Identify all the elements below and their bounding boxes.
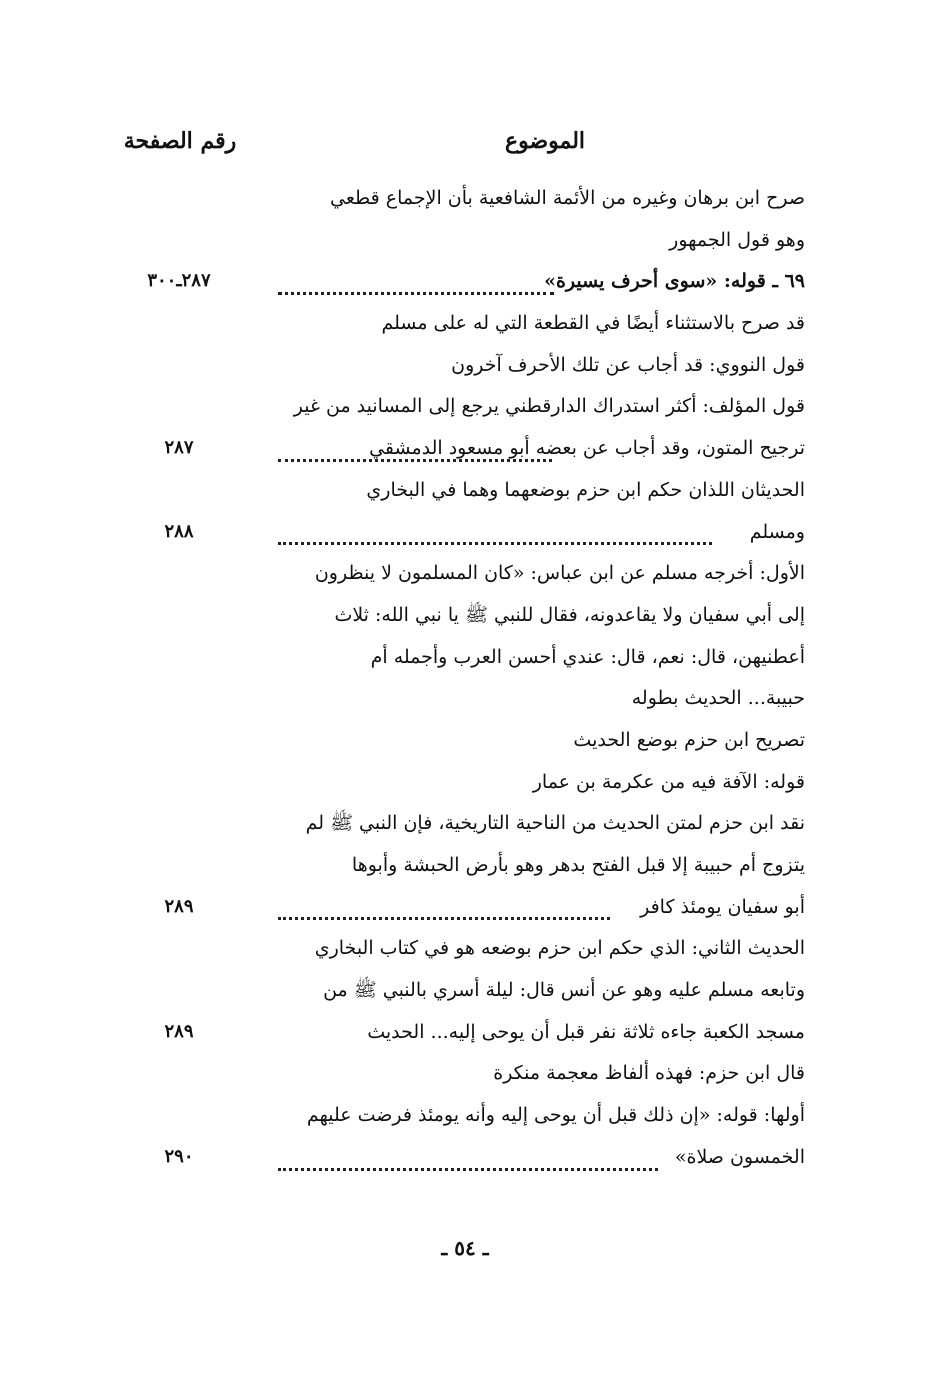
toc-line-text: الخمسون صلاة» xyxy=(674,1145,805,1168)
toc-line-text: يتزوج أم حبيبة إلا قبل الفتح بدهر وهو بأرض الحبشة وأبوها xyxy=(351,854,805,876)
page-footer-number: ـ ٥٤ ـ xyxy=(441,1236,489,1260)
toc-line xyxy=(0,259,930,301)
toc-line-text: صرح ابن برهان وغيره من الأئمة الشافعية بأن الإجماع قطعي xyxy=(330,187,805,209)
toc-line-text: مسجد الكعبة جاءه ثلاثة نفر قبل أن يوحى إليه... الحديث xyxy=(367,1020,805,1043)
toc-line-text: قول المؤلف: أكثر استدراك الدارقطني يرجع إلى المسانيد من غير xyxy=(293,395,805,418)
toc-page-number: ٢٨٩ xyxy=(164,1020,194,1042)
toc-line xyxy=(0,551,930,593)
dot-leader xyxy=(278,913,610,920)
toc-line xyxy=(0,1135,930,1177)
toc-line xyxy=(0,343,930,385)
toc-line-text: أعطنيهن، قال: نعم، قال: عندي أحسن العرب وأجمله أم xyxy=(370,645,805,668)
toc-line xyxy=(0,968,930,1010)
toc-line xyxy=(0,1093,930,1135)
toc-line-text: أولها: قوله: «إن ذلك قبل أن يوحى إليه وأنه يومئذ فرضت عليهم xyxy=(306,1104,805,1127)
toc-page-number: ٢٨٨ xyxy=(164,520,194,542)
toc-line-text: ترجيح المتون، وقد أجاب عن بعضه أبو مسعود الدمشقي xyxy=(369,437,805,460)
toc-line xyxy=(0,885,930,927)
toc-page-number: ٢٨٧ـ٣٠٠ xyxy=(147,270,211,292)
toc-line-text: الأول: أخرجه مسلم عن ابن عباس: «كان المسلمون لا ينظرون xyxy=(314,562,805,585)
toc-line xyxy=(0,384,930,426)
toc-line-text: قوله: الآفة فيه من عكرمة بن عمار xyxy=(532,770,805,793)
toc-line-text: وتابعه مسلم عليه وهو عن أنس قال: ليلة أسري بالنبي ﷺ من xyxy=(323,979,805,1002)
page-number-column-header: رقم الصفحة xyxy=(123,128,237,154)
toc-line xyxy=(0,176,930,218)
toc-line xyxy=(0,1051,930,1093)
toc-line xyxy=(0,468,930,510)
toc-line xyxy=(0,635,930,677)
toc-line-text: ومسلم xyxy=(749,520,805,543)
toc-line-text: تصريح ابن حزم بوضع الحديث xyxy=(573,728,805,751)
toc-line-text: الحديث الثاني: الذي حكم ابن حزم بوضعه هو في كتاب البخاري xyxy=(314,937,805,960)
toc-line xyxy=(0,426,930,468)
toc-line-text: قول النووي: قد أجاب عن تلك الأحرف آخرون xyxy=(451,353,805,376)
toc-line xyxy=(0,1010,930,1052)
toc-line-text: قد صرح بالاستثناء أيضًا في القطعة التي له على مسلم xyxy=(381,312,805,335)
toc-line xyxy=(0,218,930,260)
toc-line xyxy=(0,676,930,718)
toc-page-number: ٢٨٩ xyxy=(164,895,194,917)
dot-leader xyxy=(278,288,554,295)
toc-line xyxy=(0,760,930,802)
toc-page-number: ٢٩٠ xyxy=(164,1145,194,1167)
table-of-contents xyxy=(0,176,930,1177)
toc-line xyxy=(0,510,930,552)
toc-line xyxy=(0,718,930,760)
toc-line xyxy=(0,801,930,843)
toc-line xyxy=(0,593,930,635)
dot-leader xyxy=(278,1164,658,1171)
dot-leader xyxy=(278,538,712,545)
toc-line-text: وهو قول الجمهور xyxy=(669,228,805,251)
toc-line-text: أبو سفيان يومئذ كافر xyxy=(640,895,805,918)
toc-line xyxy=(0,843,930,885)
toc-line-text: ٦٩ ـ قوله: «سوى أحرف يسيرة» xyxy=(544,270,805,293)
toc-page-number: ٢٨٧ xyxy=(164,437,194,459)
toc-line-text: نقد ابن حزم لمتن الحديث من الناحية التاريخية، فإن النبي ﷺ لم xyxy=(305,812,805,835)
toc-line-text: الحديثان اللذان حكم ابن حزم بوضعهما وهما في البخاري xyxy=(366,478,805,501)
toc-line-text: حبيبة... الحديث بطوله xyxy=(631,687,805,710)
toc-line-text: قال ابن حزم: فهذه ألفاظ معجمة منكرة xyxy=(493,1062,805,1085)
topic-column-header: الموضوع xyxy=(504,128,586,154)
toc-line xyxy=(0,926,930,968)
toc-line xyxy=(0,301,930,343)
dot-leader xyxy=(278,455,552,462)
toc-line-text: إلى أبي سفيان ولا يقاعدونه، فقال للنبي ﷺ يا نبي الله: ثلاث xyxy=(334,603,805,626)
